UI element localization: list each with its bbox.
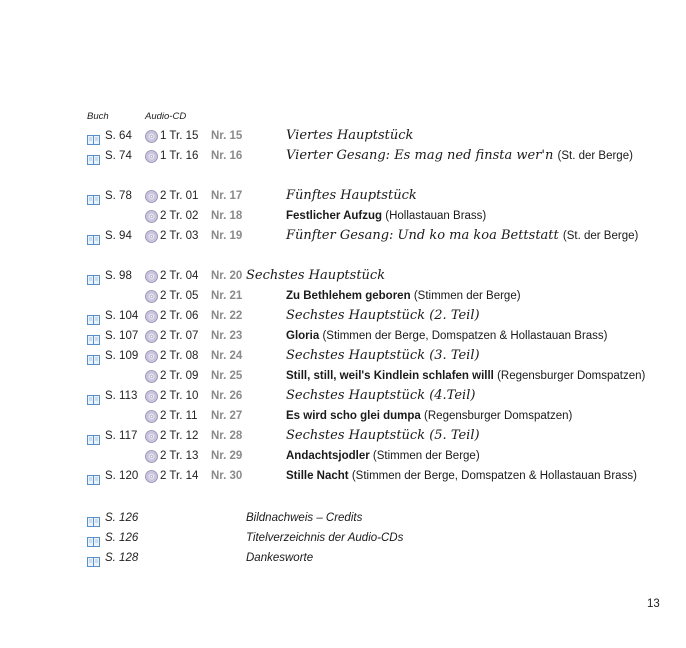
book-page: S. 126 <box>105 512 139 524</box>
cd-track <box>160 330 198 342</box>
chapter-title-text: Fünftes Hauptstück <box>286 188 417 203</box>
book-page: S. 94 <box>105 230 132 242</box>
book-page: S. 113 <box>105 390 138 402</box>
book-icon <box>87 152 100 162</box>
cd-number: 2 <box>160 470 167 482</box>
cd-track <box>160 210 198 222</box>
book-icon <box>87 132 100 142</box>
toc-row <box>0 228 686 248</box>
cd-icon <box>145 410 158 423</box>
cd-number: 2 <box>160 290 167 302</box>
cd-number: 2 <box>160 230 167 242</box>
book-page: S. 104 <box>105 310 139 322</box>
track-number: Tr. 06 <box>169 310 199 322</box>
cd-track <box>160 150 198 162</box>
track-number: Tr. 08 <box>169 350 199 362</box>
song-title <box>286 450 480 462</box>
song-title-text: Still, still, weil's Kindlein schlafen willl <box>286 370 494 382</box>
toc-extra-row <box>0 530 686 550</box>
cd-number: 2 <box>160 350 167 362</box>
track-number: Tr. 12 <box>169 430 199 442</box>
cd-track <box>160 270 198 282</box>
toc-row <box>0 408 686 428</box>
chapter-title <box>286 388 475 403</box>
song-title <box>286 470 637 482</box>
cd-track <box>160 470 198 482</box>
book-icon <box>87 432 100 442</box>
item-number: Nr. 26 <box>211 390 243 402</box>
song-title <box>286 290 521 302</box>
track-number: Tr. 10 <box>169 390 199 402</box>
item-number: Nr. 15 <box>211 130 243 142</box>
book-icon <box>87 554 100 564</box>
book-page: S. 117 <box>105 430 138 442</box>
section-title: Titelverzeichnis der Audio-CDs <box>246 532 404 544</box>
performer-note: (Regensburger Domspatzen) <box>424 410 573 422</box>
cd-number: 2 <box>160 370 167 382</box>
chapter-title <box>286 128 413 143</box>
cd-track <box>160 130 198 142</box>
cd-icon <box>145 470 158 483</box>
cd-number: 2 <box>160 330 167 342</box>
item-number: Nr. 25 <box>211 370 243 382</box>
book-icon <box>87 332 100 342</box>
book-page: S. 98 <box>105 270 132 282</box>
item-number: Nr. 27 <box>211 410 243 422</box>
song-title <box>286 210 486 222</box>
toc-row <box>0 468 686 488</box>
chapter-title <box>246 268 385 283</box>
item-number: Nr. 18 <box>211 210 243 222</box>
cd-track <box>160 410 198 422</box>
cd-icon <box>145 450 158 463</box>
track-number: Tr. 03 <box>169 230 199 242</box>
cd-icon <box>145 390 158 403</box>
cd-number: 2 <box>160 390 167 402</box>
chapter-title <box>286 228 638 243</box>
item-number: Nr. 29 <box>211 450 243 462</box>
book-icon <box>87 312 100 322</box>
item-number: Nr. 17 <box>211 190 243 202</box>
chapter-title-text: Viertes Hauptstück <box>286 128 414 143</box>
cd-number: 2 <box>160 270 167 282</box>
chapter-title-text: Sechstes Hauptstück (5. Teil) <box>286 428 480 443</box>
chapter-title-text: Sechstes Hauptstück (3. Teil) <box>286 348 480 363</box>
chapter-title-text: Sechstes Hauptstück (4.Teil) <box>286 388 476 403</box>
cd-track <box>160 310 198 322</box>
chapter-title-text: Sechstes Hauptstück (2. Teil) <box>286 308 480 323</box>
cd-icon <box>145 130 158 143</box>
cd-track <box>160 450 198 462</box>
chapter-title <box>286 148 633 163</box>
cd-icon <box>145 370 158 383</box>
item-number: Nr. 22 <box>211 310 243 322</box>
page-number: 13 <box>647 598 660 610</box>
song-title <box>286 370 645 382</box>
performer-note: (Regensburger Domspatzen) <box>497 370 646 382</box>
cd-track <box>160 290 198 302</box>
item-number: Nr. 19 <box>211 230 243 242</box>
track-number: Tr. 01 <box>169 190 199 202</box>
chapter-title-text: Sechstes Hauptstück <box>246 268 386 283</box>
chapter-title <box>286 348 480 363</box>
track-number: Tr. 15 <box>169 130 199 142</box>
book-icon <box>87 192 100 202</box>
toc-extra-row <box>0 510 686 530</box>
section-title: Dankesworte <box>246 552 314 564</box>
toc-row <box>0 328 686 348</box>
track-number: Tr. 09 <box>169 370 199 382</box>
performer-note: (St. der Berge) <box>557 150 633 162</box>
track-number: Tr. 13 <box>169 450 199 462</box>
cd-icon <box>145 230 158 243</box>
song-title <box>286 410 572 422</box>
item-number: Nr. 28 <box>211 430 243 442</box>
performer-note: (Hollastauan Brass) <box>385 210 487 222</box>
book-page: S. 107 <box>105 330 139 342</box>
book-icon <box>87 534 100 544</box>
item-number: Nr. 30 <box>211 470 243 482</box>
book-page: S. 78 <box>105 190 132 202</box>
book-page: S. 64 <box>105 130 132 142</box>
performer-note: (Stimmen der Berge) <box>372 450 480 462</box>
performer-note: (Stimmen der Berge, Domspatzen & Hollastauan Brass) <box>351 470 637 482</box>
cd-track <box>160 390 198 402</box>
toc-row <box>0 428 686 448</box>
song-title-text: Zu Bethlehem geboren <box>286 290 411 302</box>
track-number: Tr. 14 <box>169 470 199 482</box>
song-title-text: Andachtsjodler <box>286 450 370 462</box>
book-icon <box>87 514 100 524</box>
song-title-text: Stille Nacht <box>286 470 349 482</box>
cd-number: 1 <box>160 150 167 162</box>
cd-icon <box>145 190 158 203</box>
item-number: Nr. 23 <box>211 330 243 342</box>
cd-icon <box>145 310 158 323</box>
book-page: S. 109 <box>105 350 139 362</box>
cd-track <box>160 230 198 242</box>
performer-note: (Stimmen der Berge, Domspatzen & Hollastauan Brass) <box>322 330 608 342</box>
book-page: S. 74 <box>105 150 132 162</box>
toc-row <box>0 268 686 288</box>
cd-number: 2 <box>160 450 167 462</box>
cd-track <box>160 370 198 382</box>
toc-row <box>0 348 686 368</box>
toc-row <box>0 128 686 148</box>
cd-number: 2 <box>160 210 167 222</box>
book-page: S. 128 <box>105 552 139 564</box>
toc-row <box>0 208 686 228</box>
chapter-title <box>286 308 480 323</box>
column-header-audio-cd: Audio-CD <box>145 111 187 122</box>
cd-number: 2 <box>160 190 167 202</box>
cd-number: 2 <box>160 310 167 322</box>
song-title-text: Gloria <box>286 330 320 342</box>
book-icon <box>87 272 100 282</box>
performer-note: (St. der Berge) <box>562 230 639 242</box>
cd-number: 2 <box>160 410 167 422</box>
song-title <box>286 330 608 342</box>
column-header-book: Buch <box>87 111 109 122</box>
chapter-title <box>286 188 417 203</box>
song-title-text: Festlicher Aufzug <box>286 210 383 222</box>
item-number: Nr. 20 <box>211 270 243 282</box>
section-title: Bildnachweis – Credits <box>246 512 363 524</box>
toc-row <box>0 448 686 468</box>
toc-extra-row <box>0 550 686 570</box>
book-icon <box>87 352 100 362</box>
track-number: Tr. 07 <box>169 330 199 342</box>
chapter-title <box>286 428 480 443</box>
toc-row <box>0 288 686 308</box>
book-icon <box>87 472 100 482</box>
chapter-title-text: Vierter Gesang: Es mag ned finsta wer'n <box>286 148 554 163</box>
track-number: Tr. 16 <box>169 150 199 162</box>
cd-icon <box>145 330 158 343</box>
cd-track <box>160 350 198 362</box>
toc-row <box>0 388 686 408</box>
cd-number: 1 <box>160 130 167 142</box>
toc-row <box>0 148 686 168</box>
book-icon <box>87 392 100 402</box>
cd-icon <box>145 150 158 163</box>
chapter-title-text: Fünfter Gesang: Und ko ma koa Bettstatt <box>286 228 559 243</box>
song-title-text: Es wird scho glei dumpa <box>286 410 421 422</box>
cd-icon <box>145 210 158 223</box>
book-icon <box>87 232 100 242</box>
book-page: S. 126 <box>105 532 139 544</box>
toc-row <box>0 368 686 388</box>
cd-track <box>160 430 198 442</box>
performer-note: (Stimmen der Berge) <box>413 290 521 302</box>
cd-icon <box>145 270 158 283</box>
item-number: Nr. 21 <box>211 290 243 302</box>
item-number: Nr. 16 <box>211 150 243 162</box>
cd-track <box>160 190 198 202</box>
track-number: Tr. 04 <box>169 270 199 282</box>
cd-number: 2 <box>160 430 167 442</box>
toc-row <box>0 308 686 328</box>
track-number: Tr. 11 <box>169 410 198 422</box>
book-page: S. 120 <box>105 470 139 482</box>
item-number: Nr. 24 <box>211 350 243 362</box>
cd-icon <box>145 430 158 443</box>
cd-icon <box>145 350 158 363</box>
toc-row <box>0 188 686 208</box>
track-number: Tr. 05 <box>169 290 199 302</box>
cd-icon <box>145 290 158 303</box>
track-number: Tr. 02 <box>169 210 199 222</box>
